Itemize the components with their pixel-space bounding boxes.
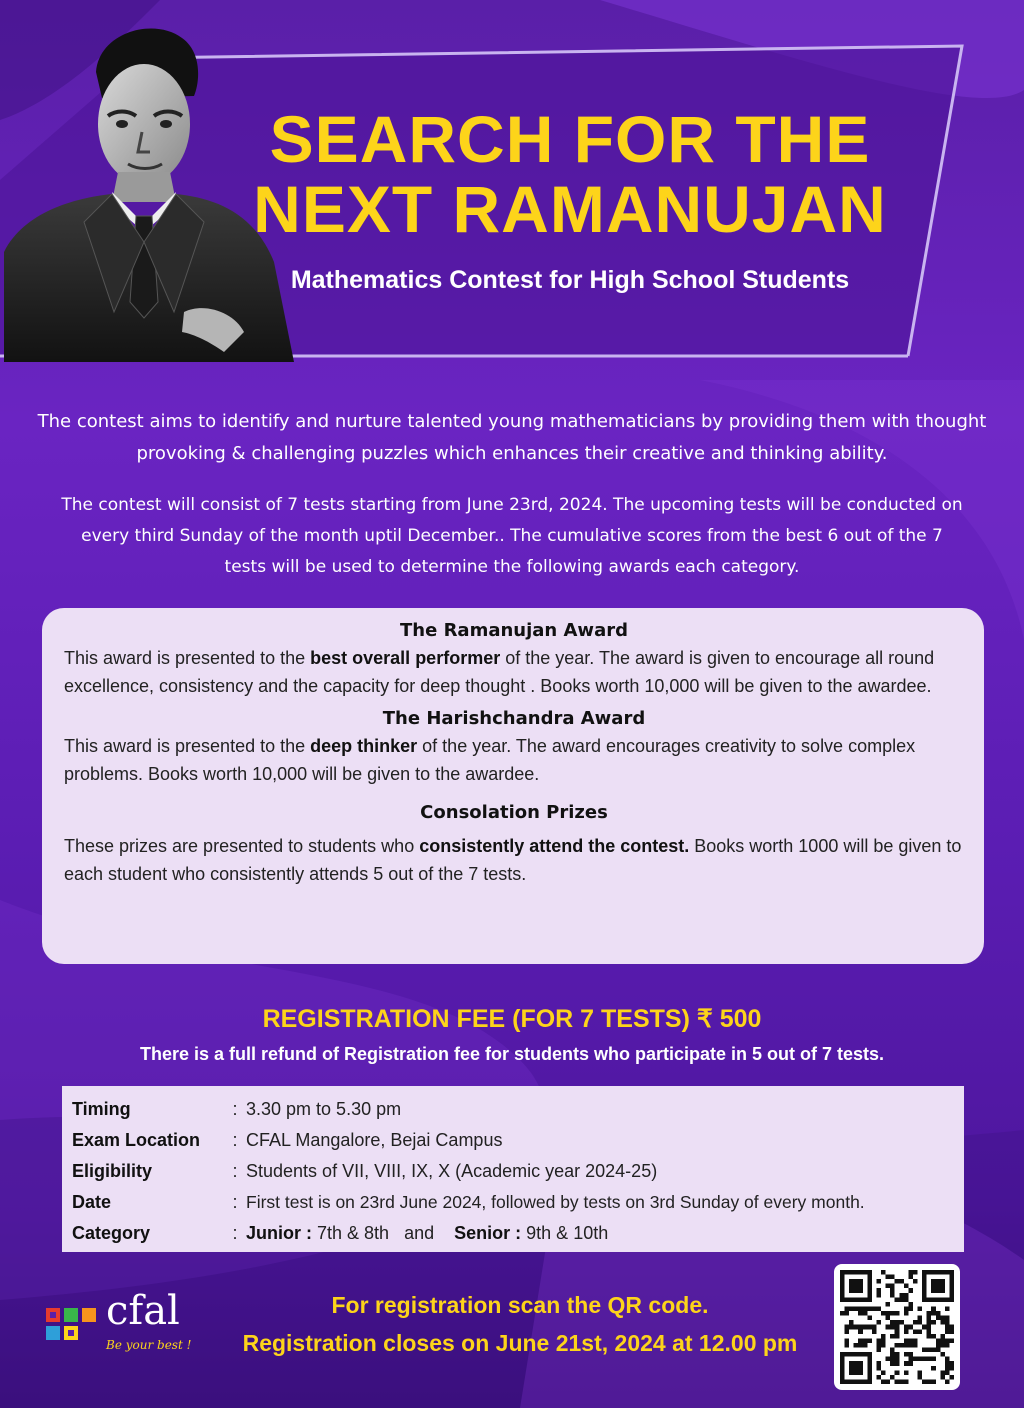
details-table [62, 1086, 964, 1252]
category-value [246, 1223, 964, 1244]
title-line-1: SEARCH FOR THE [269, 102, 871, 176]
consolation-prizes-title: Consolation Prizes [420, 802, 608, 823]
logo-text: cfal [106, 1288, 180, 1334]
colon: : [232, 1192, 238, 1212]
junior-value: 7th & 8th [312, 1223, 390, 1243]
logo-tagline: Be your best ! [106, 1338, 192, 1352]
colon: : [232, 1130, 238, 1150]
cfal-logo [44, 1288, 214, 1364]
intro-paragraph-1: The contest aims to identify and nurture talented young mathematicians by providing them with thought provoking & challenging puzzles which enhances their creative and thinking ability. [37, 411, 987, 464]
awards-panel [42, 608, 984, 964]
senior-label: Senior : [454, 1223, 522, 1243]
timing-label: Timing [72, 1099, 131, 1119]
details-row-location [72, 1125, 964, 1156]
ramanujan-award-text: This award is presented to the best overall performer of the year. The award is given to encourage all round excellence, consistency and the capacity for deep thought . Books worth 10,000 will be given to the awardee. [64, 648, 935, 696]
refund-note: There is a full refund of Registration fee for students who participate in 5 out of 7 tests. [139, 1044, 885, 1064]
colon: : [232, 1161, 238, 1181]
date-value: First test is on 23rd June 2024, followed by tests on 3rd Sunday of every month. [246, 1192, 865, 1212]
colon: : [232, 1099, 238, 1119]
registration-fee: REGISTRATION FEE (FOR 7 TESTS) ₹ 500 [262, 1005, 762, 1033]
qr-instruction: For registration scan the QR code. [331, 1292, 709, 1318]
consolation-prizes-text: These prizes are presented to students who consistently attend the contest. Books worth 1000 will be given to each student who consistently attends 5 out of the 7 tests. [64, 836, 962, 884]
intro-paragraph-2: The contest will consist of 7 tests starting from June 23rd, 2024. The upcoming tests will be conducted on every third Sunday of the month uptil December.. The cumulative scores from the best 6 out of the 7 tests will be used to determine the following awards each category. [61, 495, 963, 577]
eligibility-value: Students of VII, VIII, IX, X (Academic year 2024-25) [246, 1161, 658, 1181]
harishchandra-award-text: This award is presented to the deep thinker of the year. The award encourages creativity to solve complex problems. Books worth 10,000 will be given to the awardee. [64, 736, 916, 784]
colon: : [232, 1223, 238, 1243]
details-row-timing [72, 1094, 964, 1125]
location-value: CFAL Mangalore, Bejai Campus [246, 1130, 503, 1150]
details-row-eligibility [72, 1156, 964, 1187]
senior-value: 9th & 10th [521, 1223, 609, 1243]
title-line-2: NEXT RAMANUJAN [253, 172, 887, 246]
and-text: and [404, 1223, 435, 1243]
qr-code[interactable] [834, 1264, 960, 1390]
qr-code-icon [840, 1270, 954, 1384]
logo-blocks-icon [44, 1304, 100, 1344]
timing-value: 3.30 pm to 5.30 pm [246, 1099, 402, 1119]
details-row-category [72, 1218, 964, 1249]
details-row-date [72, 1187, 964, 1218]
page-title [210, 104, 930, 244]
date-label: Date [72, 1192, 112, 1212]
eligibility-label: Eligibility [72, 1161, 153, 1181]
page-subtitle: Mathematics Contest for High School Students [290, 266, 850, 294]
harishchandra-award-title: The Harishchandra Award [382, 708, 646, 729]
junior-label: Junior : [246, 1223, 312, 1243]
ramanujan-award-title: The Ramanujan Award [400, 620, 628, 641]
registration-deadline: Registration closes on June 21st, 2024 at 12.00 pm [242, 1330, 798, 1356]
location-label: Exam Location [72, 1130, 201, 1150]
category-label: Category [72, 1223, 151, 1243]
